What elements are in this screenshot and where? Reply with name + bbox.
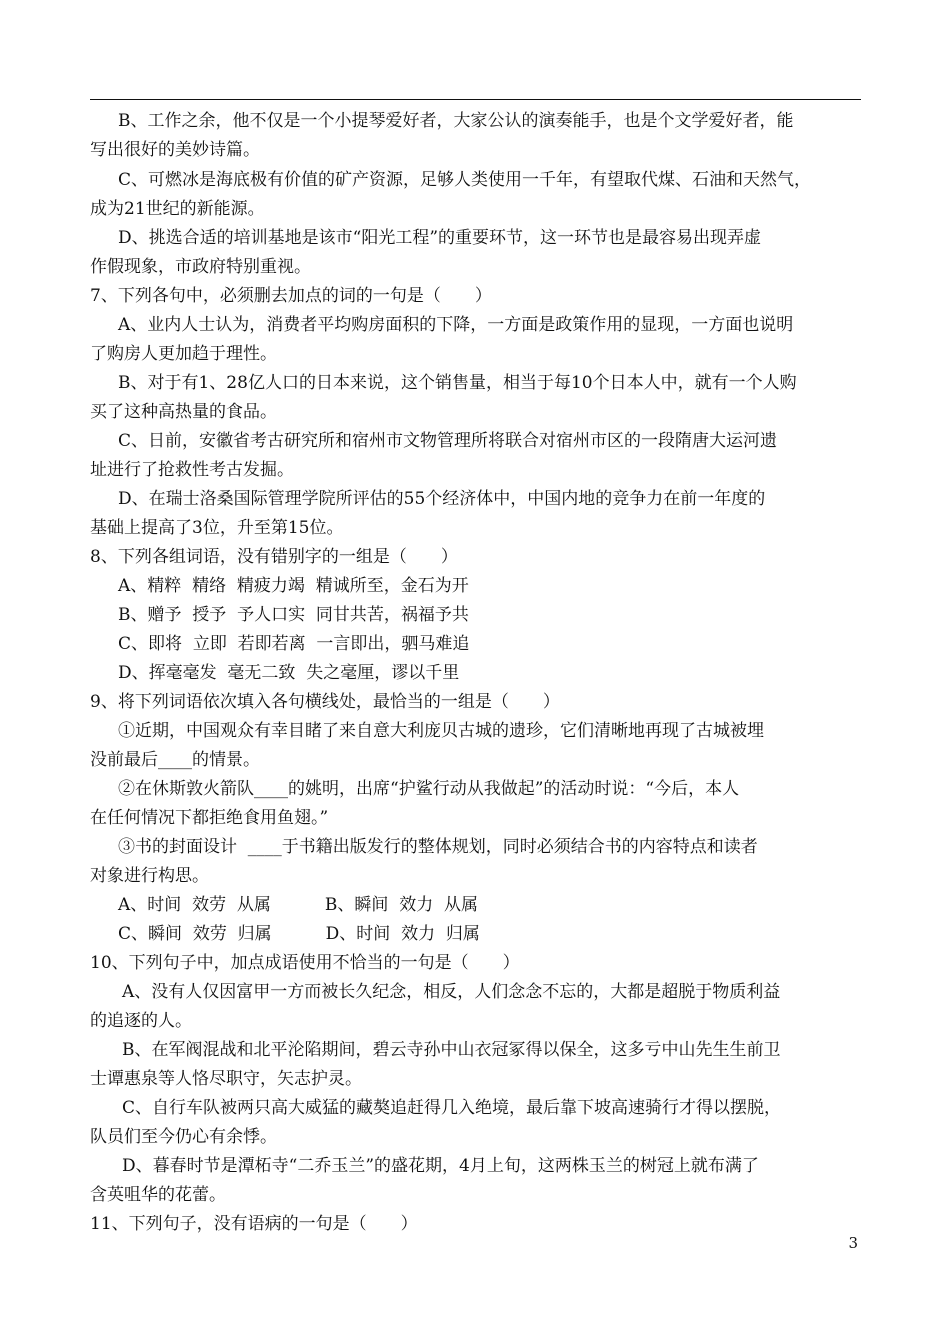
- text-line: ②在休斯敦火箭队____的姚明，出席“护鲨行动从我做起”的活动时说：“今后，本人: [118, 779, 740, 799]
- question-title: 11、下列句子，没有语病的一句是（ ）: [90, 1214, 418, 1234]
- option-line: B、赠予 授予 予人口实 同甘共苦，祸福予共: [118, 605, 469, 625]
- text-line: 基础上提高了3位，升至第15位。: [90, 518, 344, 538]
- option-line: C、瞬间 效劳 归属 D、时间 效力 归属: [118, 924, 480, 944]
- text-line: 写出很好的美妙诗篇。: [90, 140, 260, 160]
- text-line: 对象进行构思。: [90, 866, 209, 886]
- text-line: D、挑选合适的培训基地是该市“阳光工程”的重要环节，这一环节也是最容易出现弄虚: [118, 228, 762, 248]
- text-line: 址进行了抢救性考古发掘。: [90, 460, 294, 480]
- text-line: 没前最后____的情景。: [90, 750, 260, 770]
- option-line: C、即将 立即 若即若离 一言即出，驷马难追: [118, 634, 470, 654]
- text-line: D、在瑞士洛桑国际管理学院所评估的55个经济体中，中国内地的竞争力在前一年度的: [118, 489, 766, 509]
- option-line: A、时间 效劳 从属 B、瞬间 效力 从属: [118, 895, 479, 915]
- text-line: C、可燃冰是海底极有价值的矿产资源，足够人类使用一千年，有望取代煤、石油和天然气，: [118, 170, 812, 190]
- text-line: 成为21世纪的新能源。: [90, 199, 265, 219]
- question-title: 10、下列句子中，加点成语使用不恰当的一句是（ ）: [90, 953, 520, 973]
- header-rule: [90, 99, 861, 100]
- text-line: 含英咀华的花蕾。: [90, 1185, 226, 1205]
- text-line: ①近期，中国观众有幸目睹了来自意大利庞贝古城的遗珍，它们清晰地再现了古城被埋: [118, 721, 764, 741]
- text-line: 了购房人更加趋于理性。: [90, 344, 277, 364]
- text-line: B、在军阀混战和北平沦陷期间，碧云寺孙中山衣冠冢得以保全，这多亏中山先生生前卫: [122, 1040, 781, 1060]
- question-title: 8、下列各组词语，没有错别字的一组是（ ）: [90, 547, 458, 567]
- option-line: A、精粹 精络 精疲力竭 精诚所至，金石为开: [118, 576, 469, 596]
- text-line: A、没有人仅因富甲一方而被长久纪念，相反，人们念念不忘的，大都是超脱于物质利益: [122, 982, 781, 1002]
- text-line: B、对于有1、28亿人口的日本来说，这个销售量，相当于每10个日本人中，就有一个人购: [118, 373, 797, 393]
- option-line: D、挥毫毫发 毫无二致 失之毫厘，谬以千里: [118, 663, 460, 683]
- text-line: 在任何情况下都拒绝食用鱼翅。”: [90, 808, 329, 828]
- text-line: 队员们至今仍心有余悸。: [90, 1127, 277, 1147]
- text-line: 作假现象，市政府特别重视。: [90, 257, 311, 277]
- text-line: C、自行车队被两只高大威猛的藏獒追赶得几入绝境，最后靠下坡高速骑行才得以摆脱，: [122, 1098, 782, 1118]
- text-line: 的追逐的人。: [90, 1011, 192, 1031]
- text-line: ③书的封面设计 ____于书籍出版发行的整体规划，同时必须结合书的内容特点和读者: [118, 837, 758, 857]
- text-line: B、工作之余，他不仅是一个小提琴爱好者，大家公认的演奏能手，也是个文学爱好者，能: [118, 111, 794, 131]
- question-title: 7、下列各句中，必须删去加点的词的一句是（ ）: [90, 286, 492, 306]
- text-line: C、日前，安徽省考古研究所和宿州市文物管理所将联合对宿州市区的一段隋唐大运河遗: [118, 431, 778, 451]
- question-title: 9、将下列词语依次填入各句横线处，最恰当的一组是（ ）: [90, 692, 560, 712]
- text-line: 买了这种高热量的食品。: [90, 402, 277, 422]
- text-line: 士谭惠泉等人恪尽职守，矢志护灵。: [90, 1069, 362, 1089]
- text-line: A、业内人士认为，消费者平均购房面积的下降，一方面是政策作用的显现，一方面也说明: [118, 315, 794, 335]
- text-line: D、暮春时节是潭柘寺“二乔玉兰”的盛花期，4月上旬，这两株玉兰的树冠上就布满了: [122, 1156, 759, 1176]
- page-number: 3: [848, 1234, 858, 1252]
